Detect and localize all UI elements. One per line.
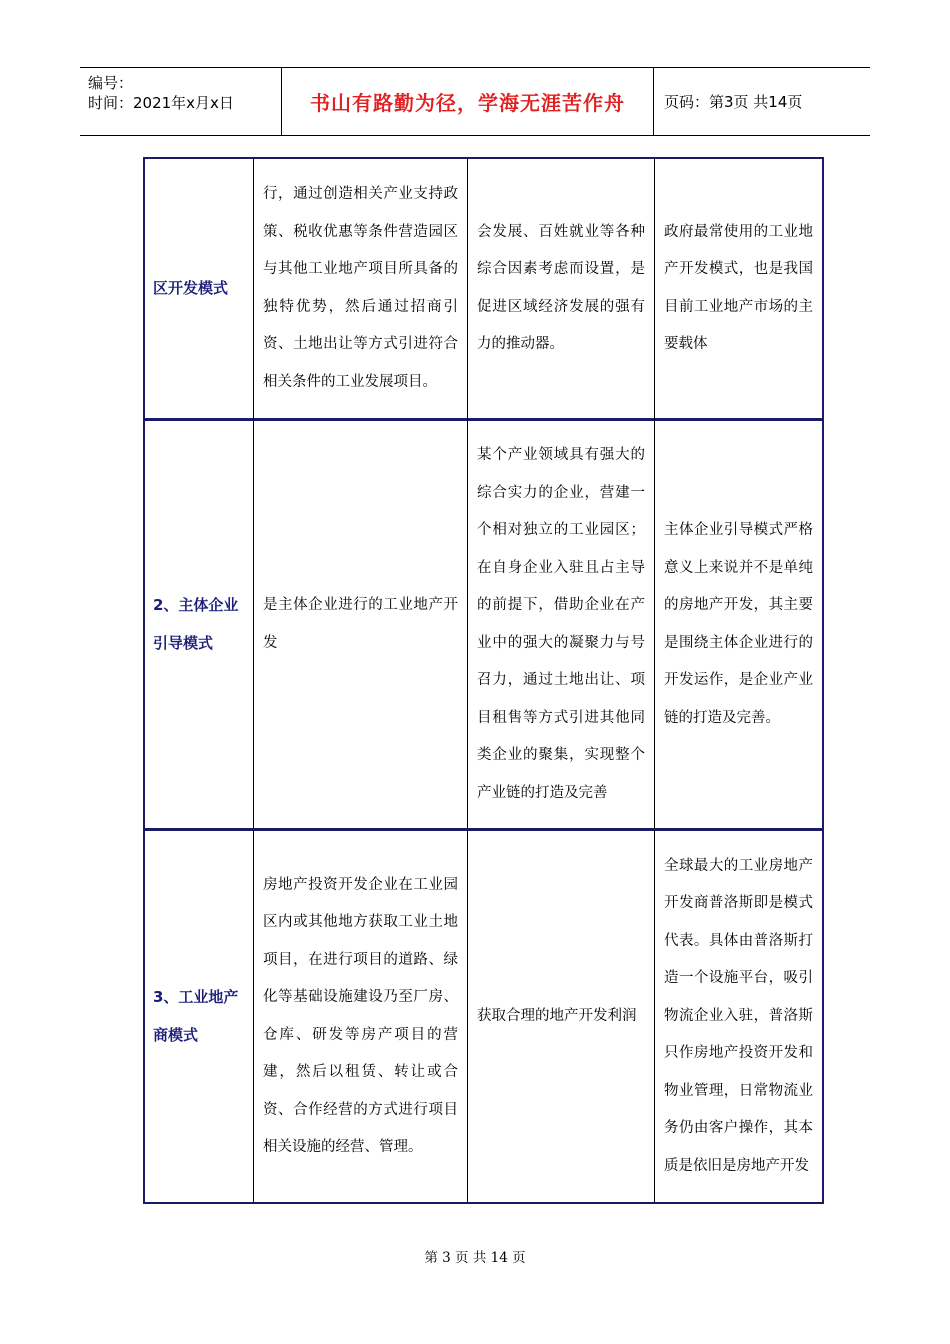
page-number-label: 页码：第3页 共14页: [664, 93, 803, 111]
definition-text: 行，通过创造相关产业支持政策、税收优惠等条件营造园区与其他工业地产项目所具备的独特优势，然后通过招商引资、土地出让等方式引进符合相关条件的工业发展项目。: [263, 186, 458, 390]
definition-cell: [253, 419, 468, 830]
row-title: 区开发模式: [153, 278, 229, 297]
note-cell: [654, 829, 824, 1204]
row-title-cell: [143, 157, 254, 420]
date-label: 时间：2021年x月x日: [88, 94, 234, 112]
definition-cell: [253, 829, 468, 1204]
note-text: 主体企业引导模式严格意义上来说并不是单纯的房地产开发，其主要是围绕主体企业进行的开发运作，是企业产业链的打造及完善。: [664, 522, 813, 726]
header-info-cell: [80, 68, 282, 135]
purpose-text: 获取合理的地产开发利润: [477, 1007, 637, 1024]
row-title: 3、工业地产商模式: [153, 988, 239, 1044]
motto-text: 书山有路勤为径，学海无涯苦作舟: [310, 91, 625, 115]
purpose-cell: [467, 419, 655, 830]
row-title-cell: [143, 829, 254, 1204]
purpose-cell: [467, 829, 655, 1204]
definition-text: 是主体企业进行的工业地产开发: [263, 597, 458, 651]
definition-text: 房地产投资开发企业在工业园区内或其他地方获取工业土地项目，在进行项目的道路、绿化等基础设施建设乃至厂房、仓库、研发等房产项目的营建，然后以租赁、转让或合资、合作经营的方式进行项目相关设施的经营、管理。: [263, 876, 458, 1155]
note-text: 全球最大的工业房地产开发商普洛斯即是模式代表。具体由普洛斯打造一个设施平台，吸引物流企业入驻，普洛斯只作房地产投资开发和物业管理，日常物流业务仍由客户操作，其本质是依旧是房地产开发: [664, 857, 813, 1174]
page-footer: 第 3 页 共 14 页: [424, 1250, 526, 1266]
note-text: 政府最常使用的工业地产开发模式，也是我国目前工业地产市场的主要载体: [664, 223, 813, 352]
purpose-text: 会发展、百姓就业等各种综合因素考虑而设置，是促进区域经济发展的强有力的推动器。: [477, 223, 645, 352]
purpose-cell: [467, 157, 655, 420]
header-motto-cell: [282, 68, 654, 135]
serial-number-label: 编号：: [88, 74, 134, 92]
row-title-cell: [143, 419, 254, 830]
row-title: 2、主体企业引导模式: [153, 596, 239, 652]
page-header: [80, 67, 870, 136]
header-page-cell: [654, 68, 870, 135]
note-cell: [654, 157, 824, 420]
note-cell: [654, 419, 824, 830]
definition-cell: [253, 157, 468, 420]
purpose-text: 某个产业领域具有强大的综合实力的企业，营建一个相对独立的工业园区；在自身企业入驻且占主导的前提下，借助企业在产业中的强大的凝聚力与号召力，通过土地出让、项目租售等方式引进其他同类企业的聚集，实现整个产业链的打造及完善: [477, 447, 645, 801]
